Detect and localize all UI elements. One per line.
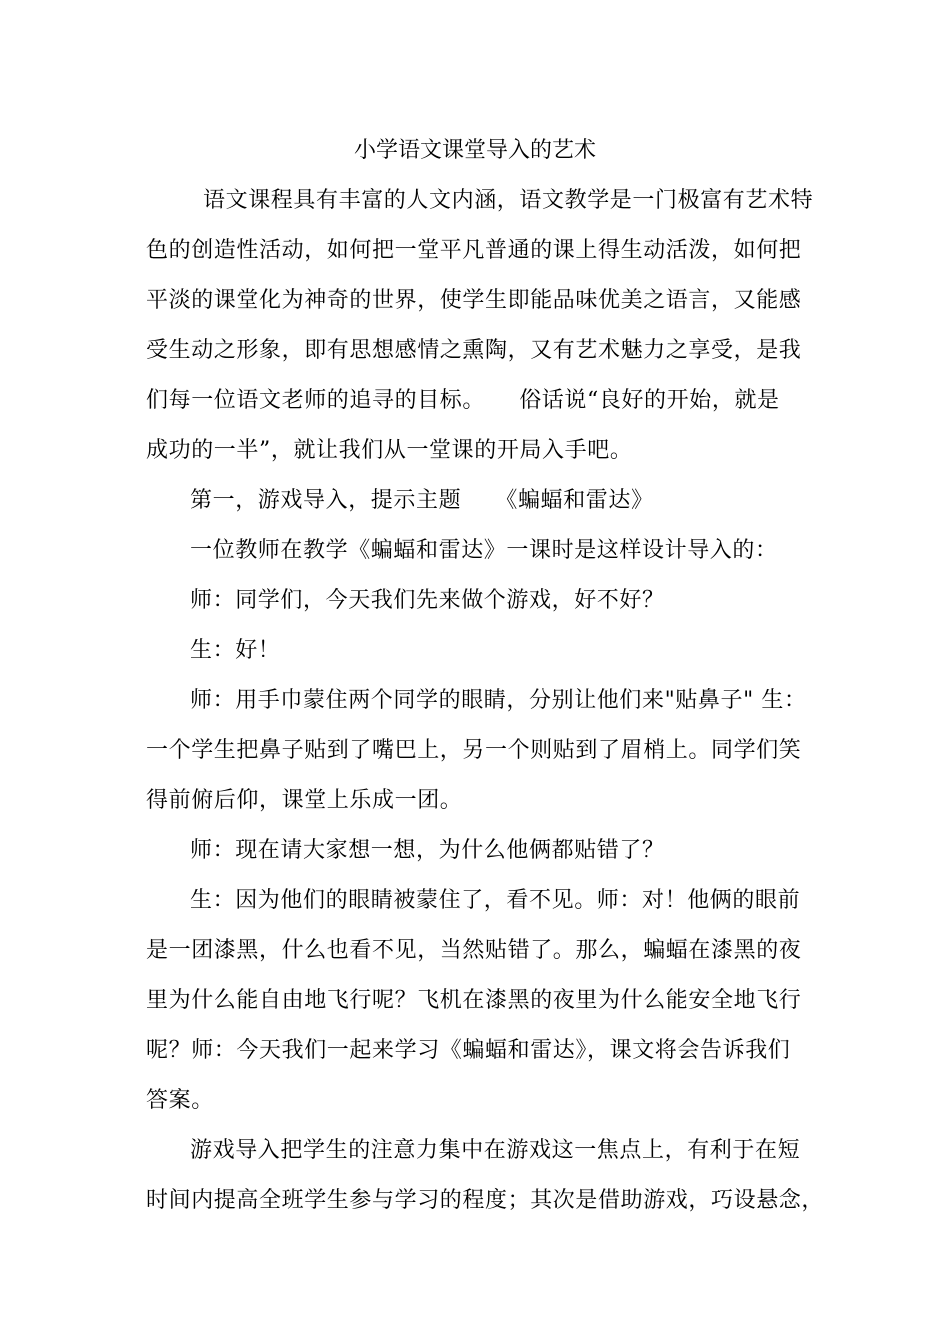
dialogue-line: 得前俯后仰，课堂上乐成一团。 (146, 788, 463, 813)
paragraph-line: 成功的一半”，就让我们从一堂课的开局入手吧。 (146, 438, 633, 463)
paragraph-line: 受生动之形象，即有思想感情之熏陶，又有艺术魅力之享受，是我 (146, 338, 802, 363)
dialogue-line: 答案。 (146, 1088, 214, 1113)
dialogue-line: 生：好！ (190, 638, 281, 663)
dialogue-line: 师：同学们，今天我们先来做个游戏，好不好？ (190, 588, 665, 613)
paragraph-line: 游戏导入把学生的注意力集中在游戏这一焦点上，有利于在短 (190, 1138, 801, 1163)
section-heading: 第一，游戏导入，提示主题 《蝙蝠和雷达》 (190, 488, 654, 513)
document-title: 小学语文课堂导入的艺术 (353, 138, 596, 163)
dialogue-line: 生：因为他们的眼睛被蒙住了，看不见。师：对！他俩的眼前 (190, 888, 801, 913)
dialogue-line: 呢？师：今天我们一起来学习《蝙蝠和雷达》，课文将会告诉我们 (146, 1038, 791, 1063)
paragraph-line: 语文课程具有丰富的人文内涵，语文教学是一门极富有艺术特 (203, 188, 814, 213)
paragraph-line: 时间内提高全班学生参与学习的程度；其次是借助游戏，巧设悬念， (146, 1188, 825, 1213)
paragraph-line: 平淡的课堂化为神奇的世界，使学生即能品味优美之语言，又能感 (146, 288, 802, 313)
dialogue-line: 里为什么能自由地飞行呢？飞机在漆黑的夜里为什么能安全地飞行 (146, 988, 802, 1013)
paragraph-line: 一位教师在教学《蝙蝠和雷达》一课时是这样设计导入的： (190, 538, 778, 563)
dialogue-line: 师：用手巾蒙住两个同学的眼睛，分别让他们来"贴鼻子" 生： (190, 688, 807, 713)
dialogue-line: 是一团漆黑，什么也看不见，当然贴错了。那么，蝙蝠在漆黑的夜 (146, 938, 802, 963)
dialogue-line: 师：现在请大家想一想，为什么他俩都贴错了？ (190, 838, 665, 863)
paragraph-line: 色的创造性活动，如何把一堂平凡普通的课上得生动活泼，如何把 (146, 238, 802, 263)
dialogue-line: 一个学生把鼻子贴到了嘴巴上，另一个则贴到了眉梢上。同学们笑 (146, 738, 802, 763)
paragraph-line: 们每一位语文老师的追寻的目标。 俗话说“良好的开始，就是 (146, 388, 780, 413)
